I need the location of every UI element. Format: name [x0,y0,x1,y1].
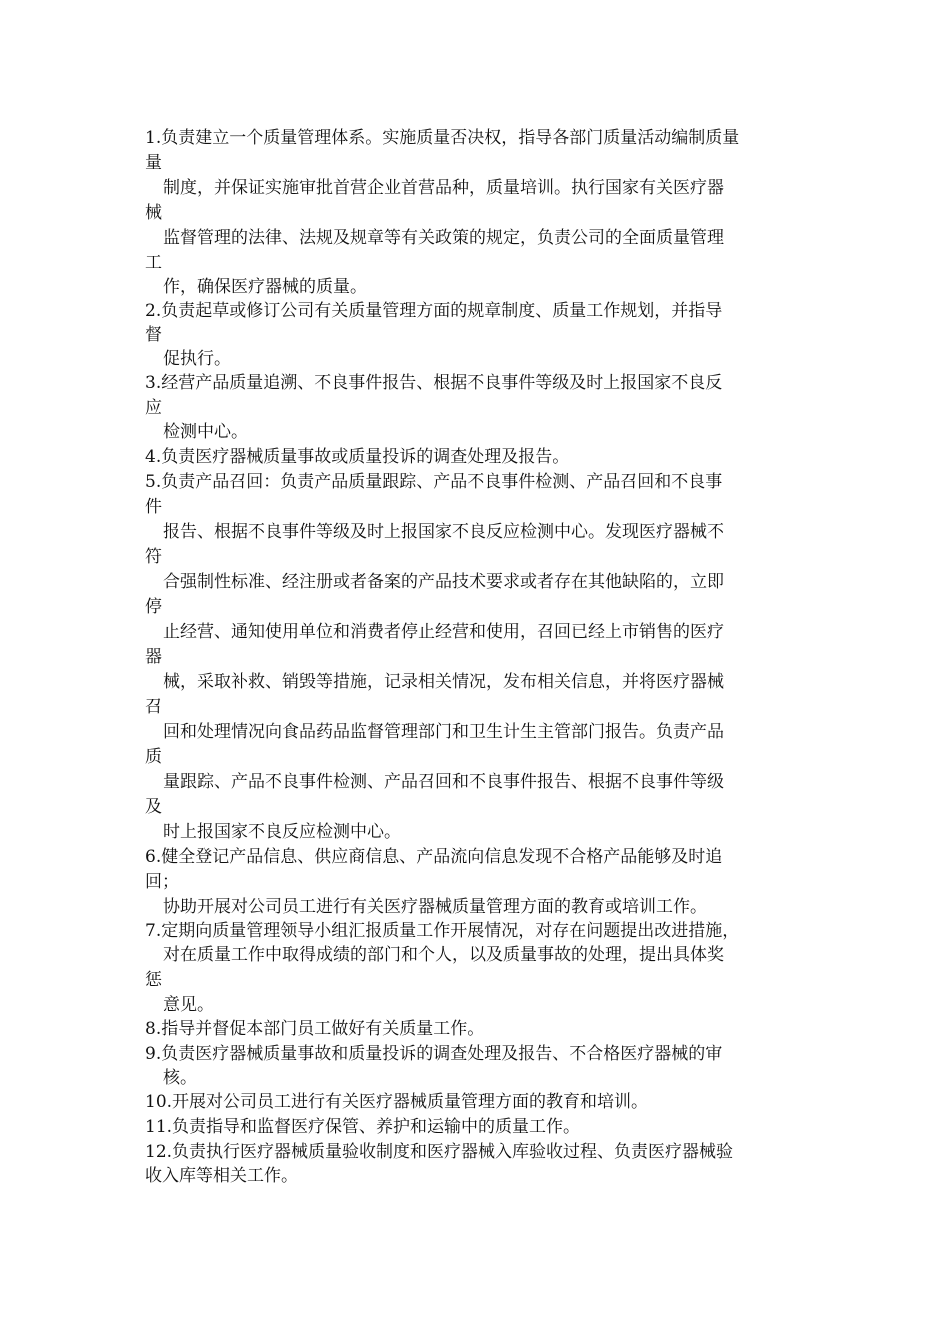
text-line: 件 [145,497,162,517]
text-line: 惩 [145,970,162,990]
text-line: 8.指导并督促本部门员工做好有关质量工作。 [145,1019,485,1039]
text-line: 5.负责产品召回：负责产品质量跟踪、产品不良事件检测、产品召回和不良事 [145,472,723,492]
text-line: 质 [145,747,162,767]
text-line: 4.负责医疗器械质量事故或质量投诉的调查处理及报告。 [145,447,570,467]
text-line: 作，确保医疗器械的质量。 [163,277,367,297]
text-line: 量跟踪、产品不良事件检测、产品召回和不良事件报告、根据不良事件等级 [163,772,724,792]
text-line: 协助开展对公司员工进行有关医疗器械质量管理方面的教育或培训工作。 [163,897,707,917]
text-line: 时上报国家不良反应检测中心。 [163,822,401,842]
text-line: 合强制性标准、经注册或者备案的产品技术要求或者存在其他缺陷的，立即 [163,572,724,592]
text-line: 促执行。 [163,349,231,369]
text-line: 符 [145,547,162,567]
text-line: 督 [145,325,162,345]
text-line: 10.开展对公司员工进行有关医疗器械质量管理方面的教育和培训。 [145,1092,649,1112]
text-line: 收入库等相关工作。 [145,1166,298,1186]
text-line: 回； [145,872,179,892]
text-line: 检测中心。 [163,422,248,442]
text-line: 12.负责执行医疗器械质量验收制度和医疗器械入库验收过程、负责医疗器械验 [145,1142,734,1162]
text-line: 意见。 [163,995,214,1015]
text-line: 制度，并保证实施审批首营企业首营品种，质量培训。执行国家有关医疗器 [163,178,724,198]
text-line: 报告、根据不良事件等级及时上报国家不良反应检测中心。发现医疗器械不 [163,522,724,542]
text-line: 及 [145,797,162,817]
text-line: 止经营、通知使用单位和消费者停止经营和使用，召回已经上市销售的医疗 [163,622,724,642]
text-line: 2.负责起草或修订公司有关质量管理方面的规章制度、质量工作规划，并指导 [145,301,723,321]
text-line: 9.负责医疗器械质量事故和质量投诉的调查处理及报告、不合格医疗器械的审 [145,1044,723,1064]
text-line: 11.负责指导和监督医疗保管、养护和运输中的质量工作。 [145,1117,581,1137]
text-line: 1.负责建立一个质量管理体系。实施质量否决权，指导各部门质量活动编制质量 [145,128,740,148]
text-line: 工 [145,253,162,273]
text-line: 3.经营产品质量追溯、不良事件报告、根据不良事件等级及时上报国家不良反 [145,373,723,393]
text-line: 核。 [163,1068,197,1088]
text-line: 停 [145,597,162,617]
text-line: 召 [145,697,162,717]
text-line: 6.健全登记产品信息、供应商信息、产品流向信息发现不合格产品能够及时追 [145,847,723,867]
text-line: 械 [145,203,162,223]
text-line: 对在质量工作中取得成绩的部门和个人，以及质量事故的处理，提出具体奖 [163,945,724,965]
text-line: 7.定期向质量管理领导小组汇报质量工作开展情况，对存在问题提出改进措施， [145,921,740,941]
text-line: 应 [145,398,162,418]
text-line: 量 [145,153,162,173]
text-line: 回和处理情况向食品药品监督管理部门和卫生计生主管部门报告。负责产品 [163,722,724,742]
text-line: 监督管理的法律、法规及规章等有关政策的规定，负责公司的全面质量管理 [163,228,724,248]
text-line: 器 [145,647,162,667]
text-line: 械，采取补救、销毁等措施，记录相关情况，发布相关信息，并将医疗器械 [163,672,724,692]
